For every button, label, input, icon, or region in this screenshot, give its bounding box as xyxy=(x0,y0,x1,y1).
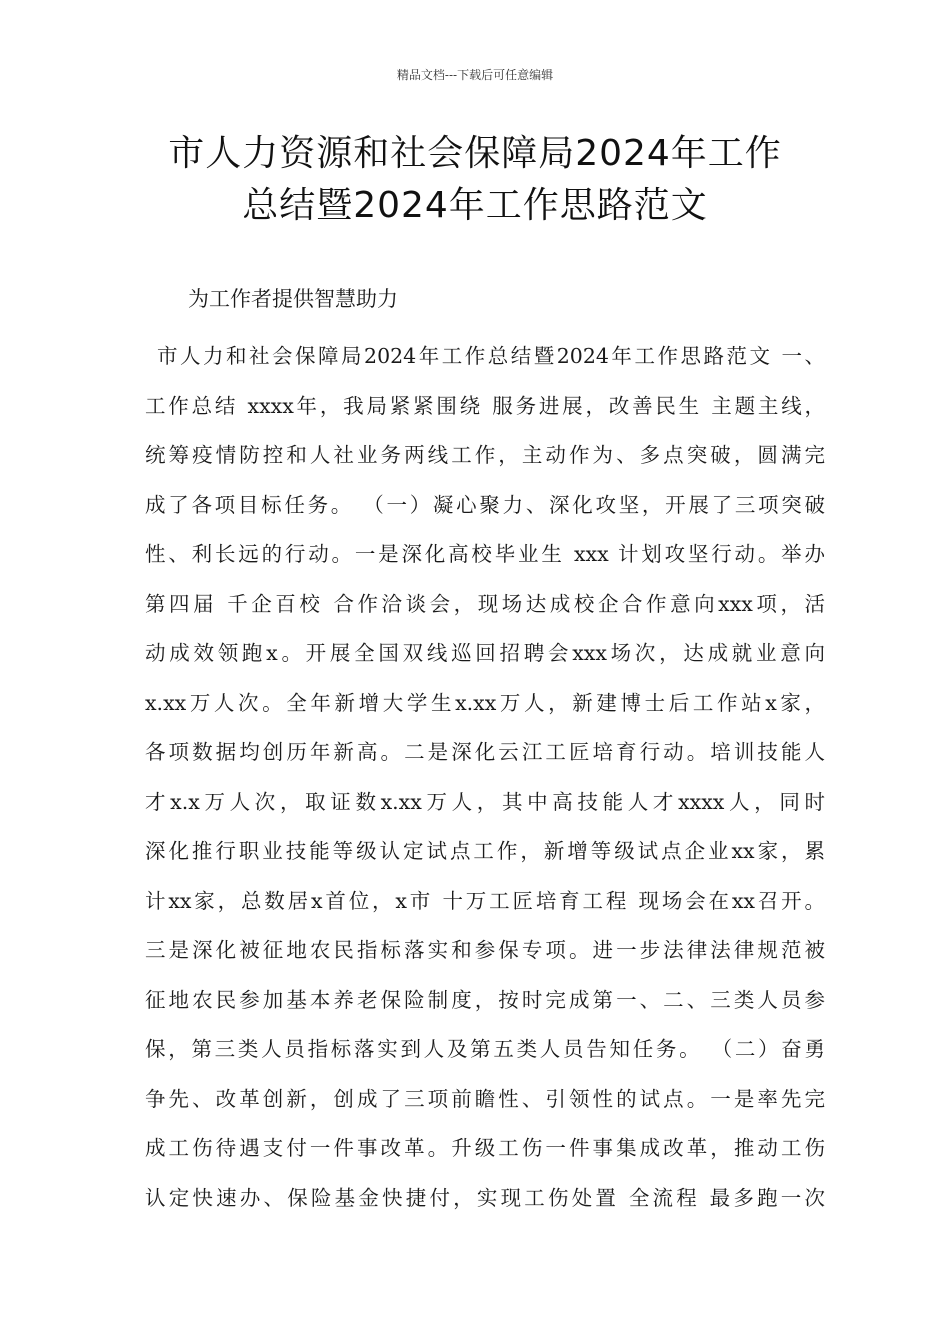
body-line: 计xx家，总数居x首位，x市 十万工匠培育工程 现场会在xx召开。 xyxy=(145,888,825,913)
body-line: 认定快速办、保险基金快捷付，实现工伤处置 全流程 最多跑一次 xyxy=(145,1185,825,1210)
body-line: 三是深化被征地农民指标落实和参保专项。进一步法律法律规范被 xyxy=(145,938,825,962)
title-line-2: 总结暨2024年工作思路范文 xyxy=(242,185,708,226)
body-line: 争先、改革创新，创成了三项前瞻性、引领性的试点。一是率先完 xyxy=(145,1086,825,1111)
body-line: 第四届 千企百校 合作洽谈会，现场达成校企合作意向xxx项，活 xyxy=(145,591,825,616)
body-line: 保，第三类人员指标落实到人及第五类人员告知任务。 （二）奋勇 xyxy=(145,1037,825,1061)
body-line: 市人力和社会保障局2024年工作总结暨2024年工作思路范文 一、 xyxy=(157,344,825,368)
body-line: 征地农民参加基本养老保险制度，按时完成第一、二、三类人员参 xyxy=(145,987,825,1012)
body-line: 成工伤待遇支付一件事改革。升级工伤一件事集成改革，推动工伤 xyxy=(145,1136,825,1160)
body-line: 才x.x万人次，取证数x.xx万人，其中高技能人才xxxx人，同时 xyxy=(145,789,825,814)
document-subtitle: 为工作者提供智慧助力 xyxy=(188,287,398,311)
body-line: x.xx万人次。全年新增大学生x.xx万人，新建博士后工作站x家， xyxy=(145,690,825,715)
body-line: 统筹疫情防控和人社业务两线工作，主动作为、多点突破，圆满完 xyxy=(145,443,825,467)
body-line: 各项数据均创历年新高。二是深化云江工匠培育行动。培训技能人 xyxy=(145,740,825,764)
body-line: 成了各项目标任务。 （一）凝心聚力、深化攻坚，开展了三项突破 xyxy=(145,492,825,517)
document-title xyxy=(0,128,950,232)
body-line: 动成效领跑x。开展全国双线巡回招聘会xxx场次，达成就业意向 xyxy=(145,641,825,665)
document-body xyxy=(145,332,825,1223)
title-line-1: 市人力资源和社会保障局2024年工作 xyxy=(168,133,782,174)
body-line: 性、利长远的行动。一是深化高校毕业生 xxx 计划攻坚行动。举办 xyxy=(145,542,825,566)
body-line: 深化推行职业技能等级认定试点工作，新增等级试点企业xx家，累 xyxy=(145,839,825,863)
body-line: 工作总结 xxxx年，我局紧紧围绕 服务进展，改善民生 主题主线， xyxy=(145,393,825,418)
header-note: 精品文档---下载后可任意编辑 xyxy=(396,68,554,82)
